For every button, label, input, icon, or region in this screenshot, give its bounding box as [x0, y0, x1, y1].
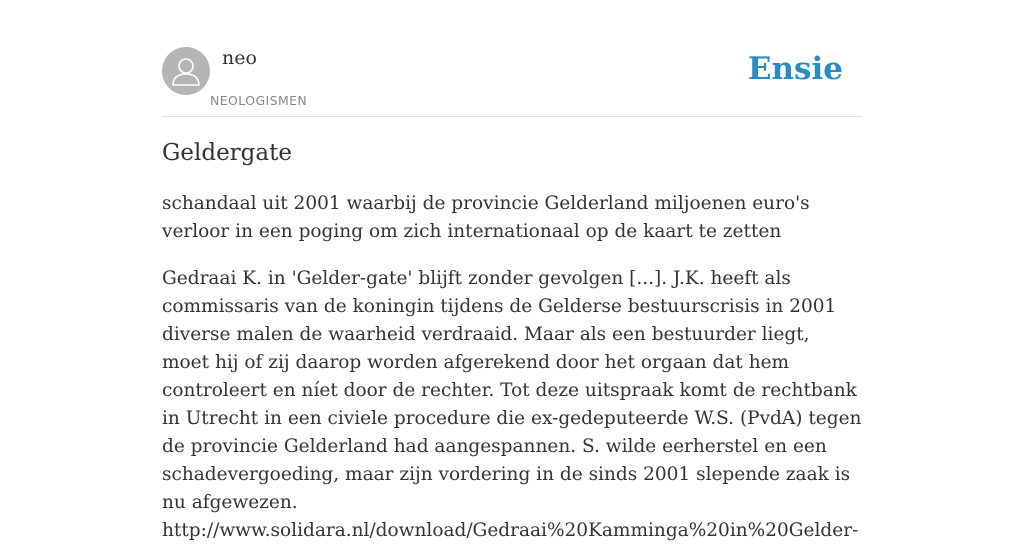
avatar[interactable]	[162, 47, 210, 95]
entry-term: Geldergate	[162, 140, 292, 166]
user-icon	[162, 47, 210, 95]
entry-definition: schandaal uit 2001 waarbij de provincie Gelderland miljoenen euro's verloor in een poging om zich internationaal op de kaart te zetten	[162, 193, 810, 242]
entry-header	[162, 0, 862, 117]
ensie-logo[interactable]: Ensie	[747, 51, 843, 87]
category-label[interactable]: NEOLOGISMEN	[210, 93, 308, 108]
username[interactable]: neo	[222, 47, 257, 69]
entry-example-text: Gedraai K. in 'Gelder-gate' blijft zonder gevolgen [...]. J.K. heeft als commissaris van de koningin tijdens de Gelderse bestuurscrisis in 2001 diverse malen de waarheid verdraaid. Maar als een bestuurder liegt, moet hij of zij daarop worden afgerekend door het orgaan dat hem controleert en níet door de rechter. Tot deze uitspraak komt de rechtbank in Utrecht in een civiele procedure die ex-gedeputeerde W.S. (PvdA) tegen de provincie Gelderland had aangespannen. S. wilde eerherstel en een schadevergoeding, maar zijn vordering in de sinds 2001 slepende zaak is nu afgewezen.	[162, 268, 862, 513]
source-link[interactable]: http://www.solidara.nl/download/Gedraai%20Kamminga%20in%20Gelder-	[162, 520, 859, 541]
entry-example	[162, 265, 862, 545]
entry-content	[162, 136, 862, 545]
